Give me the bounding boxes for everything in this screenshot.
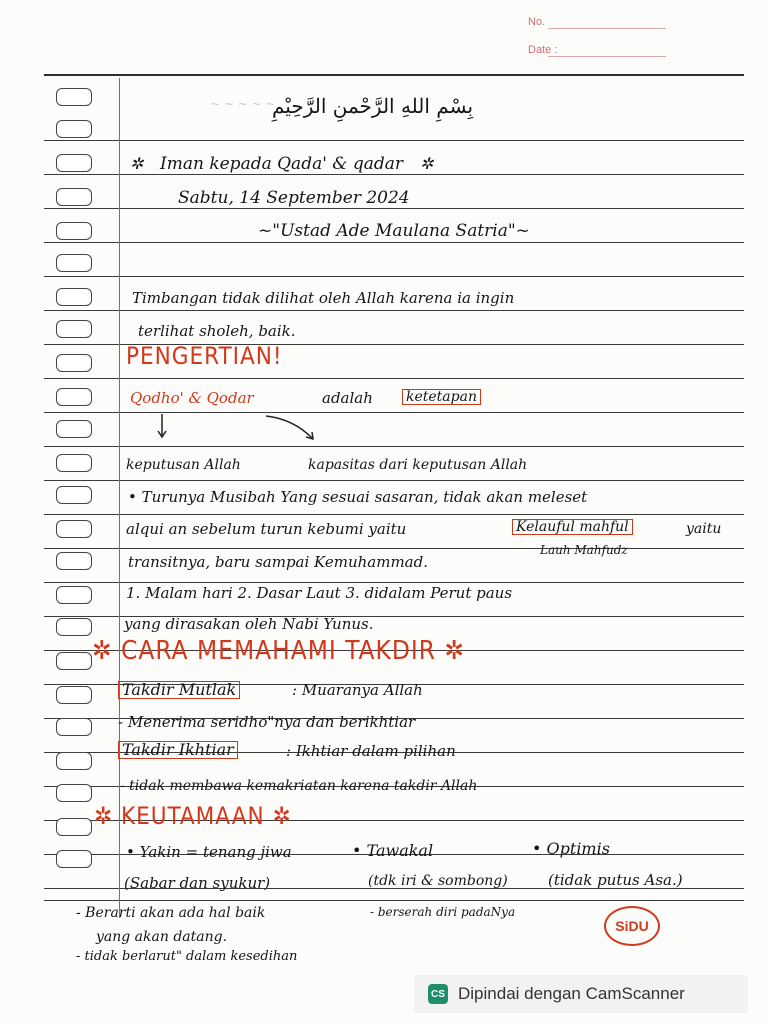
yakin-item: • Yakin = tenang jiwa: [126, 843, 292, 861]
rule-line: [44, 242, 744, 243]
optimis-item: • Optimis: [532, 839, 610, 858]
sidu-logo: SiDU: [604, 906, 660, 946]
rule-line: [44, 548, 744, 549]
tawakal-item: • Tawakal: [352, 841, 434, 860]
binder-hole: [56, 420, 92, 438]
star-left-icon: ✲: [130, 154, 144, 173]
binder-hole: [56, 222, 92, 240]
binder-hole: [56, 454, 92, 472]
title-line: Iman kepada Qada' & qadar: [160, 154, 403, 174]
binder-hole: [56, 188, 92, 206]
yaitu-text: yaitu: [686, 521, 722, 537]
binder-hole: [56, 686, 92, 704]
rule-line: [44, 412, 744, 413]
binder-hole: [56, 586, 92, 604]
pengertian-heading: PENGERTIAN!: [126, 342, 283, 370]
camscanner-logo-icon: CS: [428, 984, 448, 1004]
sabar-note: (Sabar dan syukur): [124, 874, 271, 892]
binder-hole: [56, 254, 92, 272]
rule-line: [44, 208, 744, 209]
top-rule: [44, 74, 744, 76]
rule-line: [44, 276, 744, 277]
binder-hole: [56, 354, 92, 372]
list-line: 1. Malam hari 2. Dasar Laut 3. didalam Perut paus: [126, 584, 513, 602]
no-label: No.: [528, 16, 546, 28]
lauh-mahfudz: Lauh Mahfudz: [540, 543, 628, 557]
keputusan-allah: keputusan Allah: [126, 457, 241, 473]
rule-line: [44, 480, 744, 481]
rule-line: [44, 582, 744, 583]
binder-hole: [56, 486, 92, 504]
date-line: [548, 56, 666, 57]
takdir-mutlak-box: Takdir Mutlak: [118, 681, 240, 699]
tidak-putus-note: (tidak putus Asa.): [548, 871, 683, 889]
bismillah: بِسْمِ اللهِ الرَّحْمنِ الرَّحِيْمِ: [272, 94, 474, 118]
cara-heading: ✲ CARA MEMAHAMI TAKDIR ✲: [92, 636, 466, 666]
qodho-term: Qodho' & Qodar: [130, 389, 254, 407]
keutamaan-heading: ✲ KEUTAMAAN ✲: [94, 802, 292, 830]
binder-hole: [56, 752, 92, 770]
camscanner-text: Dipindai dengan CamScanner: [458, 984, 685, 1003]
binder-hole: [56, 850, 92, 868]
binder-hole: [56, 552, 92, 570]
tdk-iri-note: (tdk iri & sombong): [368, 873, 508, 889]
arrow-icon: [150, 410, 350, 446]
yang-akan-line: yang akan datang.: [96, 929, 228, 945]
rule-line: [44, 446, 744, 447]
alquran-line: alqui an sebelum turun kebumi yaitu: [126, 520, 407, 538]
binder-hole: [56, 520, 92, 538]
ikhtiar-desc: : Ikhtiar dalam pilihan: [286, 742, 456, 760]
menerima-line: - Menerima seridho"nya dan berikhtiar: [118, 713, 416, 731]
binder-hole: [56, 320, 92, 338]
camscanner-badge: [414, 975, 748, 1013]
intro-line-2: terlihat sholeh, baik.: [138, 322, 296, 340]
intro-line-1: Timbangan tidak dilihat oleh Allah karena ia ingin: [132, 289, 515, 307]
tidak-berlarut-line: - tidak berlarut" dalam kesedihan: [76, 949, 298, 964]
tidak-line: - tidak membawa kemakriatan karena takdir Allah: [120, 778, 478, 794]
binder-hole: [56, 718, 92, 736]
adalah-text: adalah: [322, 389, 373, 407]
binder-hole: [56, 288, 92, 306]
binder-hole: [56, 618, 92, 636]
binder-hole: [56, 88, 92, 106]
kapasitas-text: kapasitas dari keputusan Allah: [308, 457, 528, 473]
binder-hole: [56, 784, 92, 802]
bottom-rule: [44, 900, 744, 901]
takdir-ikhtiar-box: Takdir Ikhtiar: [118, 741, 238, 759]
nabi-line: yang dirasakan oleh Nabi Yunus.: [124, 615, 374, 633]
rule-line: [44, 310, 744, 311]
star-right-icon: ✲: [420, 154, 434, 173]
rule-line: [44, 514, 744, 515]
speaker: ~"Ustad Ade Maulana Satria"~: [258, 221, 530, 241]
ketetapan-box: ketetapan: [402, 389, 481, 405]
bullet-musibah: • Turunya Musibah Yang sesuai sasaran, tidak akan meleset: [128, 488, 588, 506]
berserah-line: - berserah diri padaNya: [370, 905, 516, 919]
binder-hole: [56, 120, 92, 138]
rule-line: [44, 174, 744, 175]
mutlak-desc: : Muaranya Allah: [292, 681, 423, 699]
rule-line: [44, 378, 744, 379]
binder-hole: [56, 652, 92, 670]
binder-hole: [56, 388, 92, 406]
date-label: Date :: [528, 44, 558, 56]
date-text: Sabtu, 14 September 2024: [178, 188, 410, 208]
rule-line: [44, 140, 744, 141]
berarti-line: - Berarti akan ada hal baik: [76, 905, 266, 921]
kelauful-box: Kelauful mahful: [512, 519, 633, 535]
binder-hole: [56, 818, 92, 836]
bleed-through: ~ ~ ~ ~ ~: [210, 97, 276, 111]
binder-hole: [56, 154, 92, 172]
no-line: [548, 28, 666, 29]
transit-line: transitnya, baru sampai Kemuhammad.: [128, 553, 428, 571]
